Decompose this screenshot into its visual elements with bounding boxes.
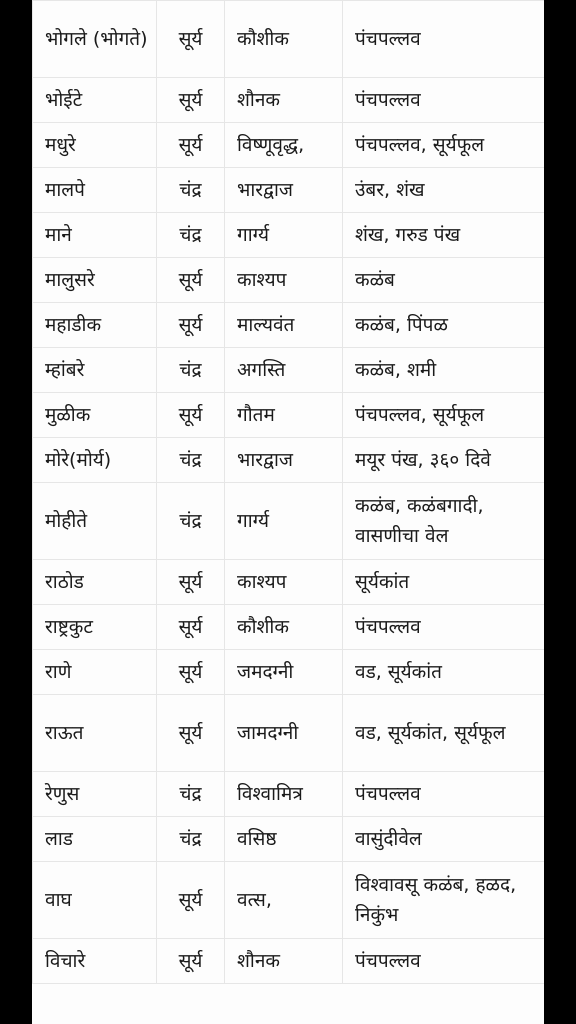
table-row	[33, 168, 545, 213]
gotra-cell: कौशीक	[225, 605, 343, 650]
gotra-cell: कौशीक	[225, 1, 343, 78]
gotra-cell: शौनक	[225, 78, 343, 123]
table-row	[33, 605, 545, 650]
surname-cell: मालुसरे	[33, 258, 157, 303]
gotra-cell: भारद्वाज	[225, 168, 343, 213]
dynasty-cell: चंद्र	[157, 348, 225, 393]
table-row	[33, 258, 545, 303]
gotra-cell: काश्यप	[225, 560, 343, 605]
devak-cell: पंचपल्लव, सूर्यफूल	[343, 393, 545, 438]
gotra-cell: माल्यवंत	[225, 303, 343, 348]
table-body	[33, 1, 545, 984]
devak-cell: वासुंदीवेल	[343, 817, 545, 862]
devak-cell: विश्वावसू कळंब, हळद, निकुंभ	[343, 862, 545, 939]
dynasty-cell: चंद्र	[157, 817, 225, 862]
dynasty-cell: चंद्र	[157, 483, 225, 560]
surname-cell: भोईटे	[33, 78, 157, 123]
surname-cell: म्हांबरे	[33, 348, 157, 393]
dynasty-cell: चंद्र	[157, 438, 225, 483]
dynasty-cell: चंद्र	[157, 772, 225, 817]
table-row	[33, 348, 545, 393]
dynasty-cell: सूर्य	[157, 1, 225, 78]
dynasty-cell: सूर्य	[157, 393, 225, 438]
table-row	[33, 560, 545, 605]
table-row	[33, 303, 545, 348]
gotra-cell: वत्स,	[225, 862, 343, 939]
devak-cell: वड, सूर्यकांत	[343, 650, 545, 695]
surname-cell: लाड	[33, 817, 157, 862]
dynasty-cell: सूर्य	[157, 605, 225, 650]
gotra-cell: विष्णूवृद्ध,	[225, 123, 343, 168]
gotra-table	[32, 0, 544, 984]
devak-cell: वड, सूर्यकांत, सूर्यफूल	[343, 695, 545, 772]
table-row	[33, 1, 545, 78]
gotra-cell: भारद्वाज	[225, 438, 343, 483]
devak-cell: पंचपल्लव, सूर्यफूल	[343, 123, 545, 168]
surname-cell: राणे	[33, 650, 157, 695]
dynasty-cell: सूर्य	[157, 78, 225, 123]
devak-cell: पंचपल्लव	[343, 1, 545, 78]
gotra-cell: गार्ग्य	[225, 213, 343, 258]
devak-cell: पंचपल्लव	[343, 939, 545, 984]
dynasty-cell: सूर्य	[157, 862, 225, 939]
devak-cell: पंचपल्लव	[343, 772, 545, 817]
dynasty-cell: चंद्र	[157, 213, 225, 258]
table-row	[33, 695, 545, 772]
devak-cell: मयूर पंख, ३६० दिवे	[343, 438, 545, 483]
table-row	[33, 438, 545, 483]
table-row	[33, 650, 545, 695]
table-row	[33, 817, 545, 862]
table-row	[33, 78, 545, 123]
gotra-cell: गौतम	[225, 393, 343, 438]
gotra-cell: गार्ग्य	[225, 483, 343, 560]
gotra-cell: अगस्ति	[225, 348, 343, 393]
surname-cell: रेणुस	[33, 772, 157, 817]
surname-cell: मधुरे	[33, 123, 157, 168]
surname-cell: वाघ	[33, 862, 157, 939]
surname-cell: भोगले (भोगते)	[33, 1, 157, 78]
surname-cell: माने	[33, 213, 157, 258]
surname-cell: मोरे(मोर्य)	[33, 438, 157, 483]
gotra-cell: जामदग्नी	[225, 695, 343, 772]
dynasty-cell: सूर्य	[157, 695, 225, 772]
gotra-cell: शौनक	[225, 939, 343, 984]
surname-cell: राठोड	[33, 560, 157, 605]
surname-cell: मुळीक	[33, 393, 157, 438]
dynasty-cell: सूर्य	[157, 939, 225, 984]
dynasty-cell: सूर्य	[157, 303, 225, 348]
devak-cell: कळंब	[343, 258, 545, 303]
surname-cell: मोहीते	[33, 483, 157, 560]
table-row	[33, 483, 545, 560]
devak-cell: कळंब, शमी	[343, 348, 545, 393]
dynasty-cell: सूर्य	[157, 258, 225, 303]
table-row	[33, 213, 545, 258]
devak-cell: सूर्यकांत	[343, 560, 545, 605]
surname-cell: राष्ट्रकुट	[33, 605, 157, 650]
devak-cell: कळंब, पिंपळ	[343, 303, 545, 348]
gotra-cell: काश्यप	[225, 258, 343, 303]
gotra-cell: वसिष्ठ	[225, 817, 343, 862]
devak-cell: पंचपल्लव	[343, 605, 545, 650]
table-row	[33, 123, 545, 168]
dynasty-cell: सूर्य	[157, 650, 225, 695]
table-row	[33, 772, 545, 817]
surname-cell: मालपे	[33, 168, 157, 213]
devak-cell: उंबर, शंख	[343, 168, 545, 213]
devak-cell: पंचपल्लव	[343, 78, 545, 123]
surname-cell: विचारे	[33, 939, 157, 984]
surname-cell: राऊत	[33, 695, 157, 772]
gotra-cell: विश्वामित्र	[225, 772, 343, 817]
table-row	[33, 939, 545, 984]
dynasty-cell: सूर्य	[157, 123, 225, 168]
dynasty-cell: सूर्य	[157, 560, 225, 605]
dynasty-cell: चंद्र	[157, 168, 225, 213]
devak-cell: शंख, गरुड पंख	[343, 213, 545, 258]
surname-cell: महाडीक	[33, 303, 157, 348]
document-page	[32, 0, 544, 1024]
gotra-cell: जमदग्नी	[225, 650, 343, 695]
table-row	[33, 393, 545, 438]
table-row	[33, 862, 545, 939]
devak-cell: कळंब, कळंबगादी, वासणीचा वेल	[343, 483, 545, 560]
